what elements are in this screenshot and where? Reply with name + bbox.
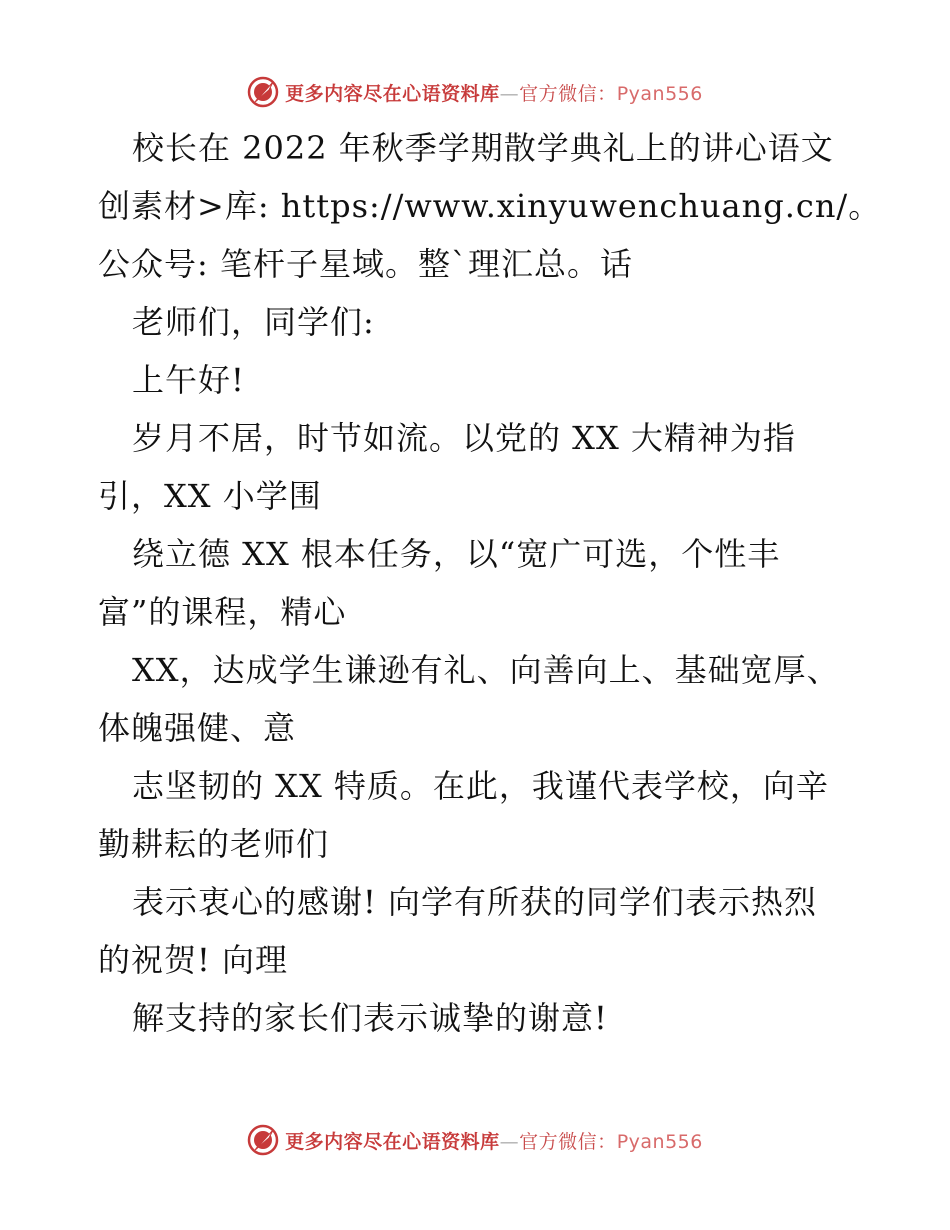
quill-logo-icon xyxy=(247,1124,279,1156)
footer-banner xyxy=(0,1120,950,1160)
text-line: 志坚韧的 XX 特质。在此，我谨代表学校，向辛 xyxy=(132,767,829,805)
text-line: 体魄强健、意 xyxy=(98,709,297,747)
header-brand: 更多内容尽在心语资料库 xyxy=(285,82,500,105)
quill-logo-icon xyxy=(247,76,279,108)
footer-wechat-id: Pyan556 xyxy=(616,1130,703,1153)
text-line: 富”的课程，精心 xyxy=(98,593,347,631)
header-official-label: 官方微信： xyxy=(519,82,617,105)
text-line: 的祝贺! 向理 xyxy=(98,941,289,979)
text-line: 引，XX 小学围 xyxy=(98,477,322,515)
header-separator: — xyxy=(499,82,520,105)
header-banner xyxy=(0,72,950,112)
footer-brand: 更多内容尽在心语资料库 xyxy=(285,1130,500,1153)
header-wechat-id: Pyan556 xyxy=(616,82,703,105)
text-line: 勤耕耘的老师们 xyxy=(98,825,330,863)
footer-banner-text xyxy=(285,1127,703,1154)
text-line: XX，达成学生谦逊有礼、向善向上、基础宽厚、 xyxy=(132,651,840,689)
text-line: 绕立德 XX 根本任务，以“宽广可选，个性丰 xyxy=(132,535,781,573)
text-line: 校长在 2022 年秋季学期散学典礼上的讲心语文 xyxy=(132,129,834,167)
text-line: 公众号: 笔杆子星域。整`理汇总。话 xyxy=(98,245,633,283)
footer-banner-content xyxy=(247,1124,703,1156)
header-banner-text xyxy=(285,79,703,106)
text-line: 岁月不居，时节如流。以党的 XX 大精神为指 xyxy=(132,419,796,457)
text-line: 解支持的家长们表示诚挚的谢意! xyxy=(132,999,608,1037)
text-line: 创素材>库: https://www.xinyuwenchuang.cn/。 xyxy=(98,187,882,225)
footer-official-label: 官方微信： xyxy=(519,1130,617,1153)
text-line: 表示衷心的感谢! 向学有所获的同学们表示热烈 xyxy=(132,883,818,921)
footer-separator: — xyxy=(499,1130,520,1153)
header-banner-content xyxy=(247,76,703,108)
text-line: 老师们，同学们: xyxy=(132,303,375,341)
text-line: 上午好! xyxy=(132,361,245,399)
